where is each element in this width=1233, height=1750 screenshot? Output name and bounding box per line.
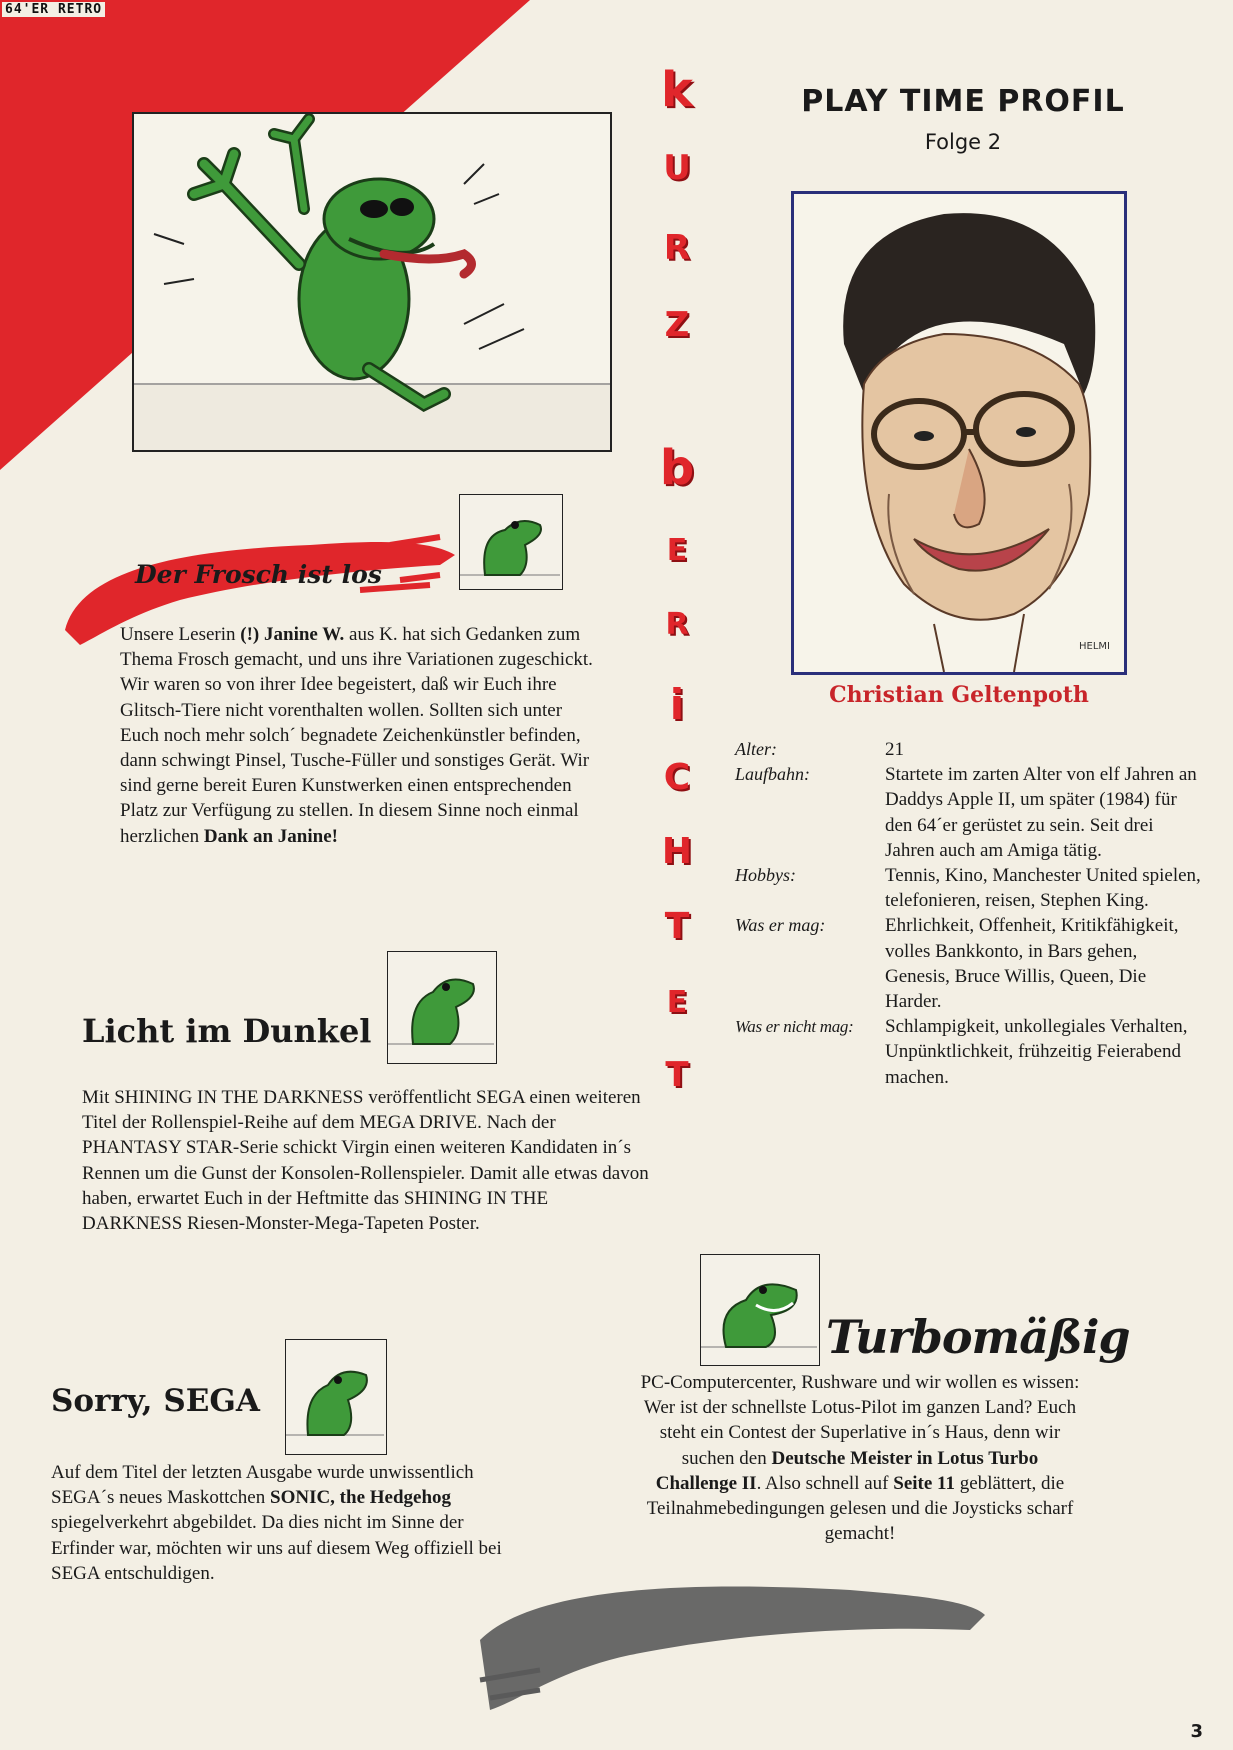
profile-value: Startete im zarten Alter von elf Jahren an Daddys Apple II, um später (1984) für den 64´er gerüstet zu sein. Seit drei Jahren auch am Amiga tätig. bbox=[885, 764, 1197, 861]
caricature-frame bbox=[791, 191, 1127, 675]
vertical-title-letter-6: R bbox=[665, 607, 689, 642]
profile-label: Hobbys: bbox=[735, 865, 796, 886]
frog-thumbnail-4 bbox=[700, 1254, 820, 1366]
licht-body: Mit SHINING IN THE DARKNESS veröffentlicht SEGA einen weiteren Titel der Rollenspiel-Reihe auf dem MEGA DRIVE. Nach der PHANTASY STAR-Serie schickt Virgin einen weiteren Kandidaten in´s Rennen um die Gunst der Konsolen-Rollenspieler. Damit alle etwas davon haben, erwartet Euch in der Heftmitte das SHINING IN THE DARKNESS Riesen-Monster-Mega-Tapeten Poster. bbox=[82, 1087, 649, 1235]
profile-row-likes bbox=[735, 913, 1205, 1014]
vertical-title-letter-11: E bbox=[666, 985, 688, 1020]
frosch-body-part3: aus K. hat sich Gedanken zum Thema Frosch gemacht, und uns ihre Variationen zugeschickt. Wir waren so von ihrer Idee begeistert, daß wir Euch ihre Glitsch-Tiere nicht vorenthalten wollen. Sollten sich unter Euch noch mehr solch´ begnadete Zeichenkünstler befinden, dann schwingt Pinsel, Tusche-Füller und sonstiges Gerät. Wir sind gerne bereit Euren Kunstwerken einen entsprechenden Platz zur Verfügung zu stellen. In diesem Sinne noch einmal herzlichen bbox=[120, 624, 593, 847]
frosch-title: Der Frosch ist los bbox=[135, 560, 382, 589]
vertical-title-letter-4: b bbox=[659, 440, 695, 496]
profile-value: 21 bbox=[885, 739, 904, 760]
vertical-title-letter-9: H bbox=[661, 831, 693, 872]
vertical-title-letter-3: Z bbox=[664, 305, 690, 345]
profile-details bbox=[735, 737, 1205, 1090]
vertical-title-letter-7: i bbox=[669, 680, 685, 729]
profile-label: Alter: bbox=[735, 739, 777, 759]
turbo-body bbox=[640, 1370, 1080, 1546]
artist-signature: HELMI bbox=[1079, 641, 1110, 652]
profile-row-hobbies bbox=[735, 863, 1205, 913]
turbo-body-part3: . Also schnell auf bbox=[756, 1472, 894, 1494]
profile-value: Tennis, Kino, Manchester United spielen, telefonieren, reisen, Stephen King. bbox=[885, 865, 1201, 912]
turbo-body-part1: PC-Computercenter, Rushware und wir wollen es wissen: Wer ist der schnellste Lotus-Pilot im ganzen Land? Euch steht ein Contest der Superlative in´s Haus, denn wir suchen den bbox=[640, 1372, 1080, 1469]
profile-row-career bbox=[735, 762, 1205, 863]
frosch-body-part1: Unsere Leserin bbox=[120, 624, 241, 645]
caricature-portrait bbox=[794, 194, 1124, 672]
profile-subtitle: Folge 2 bbox=[924, 130, 1002, 154]
vertical-title-letter-2: R bbox=[663, 228, 691, 268]
frog-illustration bbox=[132, 112, 612, 452]
profile-label: Was er nicht mag: bbox=[735, 1017, 854, 1037]
profile-label: Laufbahn: bbox=[735, 764, 811, 785]
sorry-body-part3: spiegelverkehrt abgebildet. Da dies nicht im Sinne der Erfinder war, möchten wir uns auf diesem Weg offiziell bei SEGA entschuldigen. bbox=[51, 1512, 502, 1584]
profile-row-age bbox=[735, 737, 1205, 762]
sorry-body-part1: Auf dem Titel der letzten Ausgabe wurde unwissentlich SEGA´s neues Maskottchen bbox=[51, 1462, 474, 1509]
turbo-body-page: Seite 11 bbox=[893, 1472, 956, 1494]
sorry-body-sonic: SONIC, the Hedgehog bbox=[270, 1487, 452, 1509]
profile-label: Was er mag: bbox=[735, 915, 826, 936]
profile-title: PLAY TIME PROFIL bbox=[801, 84, 1125, 119]
vertical-title-letter-10: T bbox=[664, 906, 690, 947]
vertical-title-letter-5: E bbox=[666, 533, 688, 568]
frog-thumbnail-2 bbox=[387, 951, 497, 1064]
turbo-body-part5: geblättert, die Teilnahmebedingungen gelesen und die Joysticks scharf gemacht! bbox=[646, 1472, 1074, 1545]
page-number: 3 bbox=[1190, 1721, 1203, 1742]
magazine-logo: 64'ER RETRO bbox=[2, 2, 105, 17]
sorry-title: Sorry, SEGA bbox=[51, 1383, 260, 1419]
turbo-title: Turbomäßig bbox=[826, 1310, 1130, 1364]
vertical-title-letter-1: U bbox=[663, 148, 691, 188]
profile-value: Schlampigkeit, unkollegiales Verhalten, Unpünktlichkeit, frühzeitig Feierabend machen. bbox=[885, 1016, 1188, 1088]
profile-name: Christian Geltenpoth bbox=[829, 682, 1089, 708]
profile-value: Ehrlichkeit, Offenheit, Kritikfähigkeit, volles Bankkonto, in Bars gehen, Genesis, Bruce Willis, Queen, Die Harder. bbox=[885, 915, 1179, 1013]
frog-thumbnail-1 bbox=[459, 494, 563, 590]
profile-row-dislikes bbox=[735, 1014, 1205, 1090]
vertical-title-letter-0: k bbox=[661, 62, 693, 118]
frosch-body-name: (!) Janine W. bbox=[240, 624, 345, 645]
sorry-body bbox=[51, 1460, 521, 1586]
vertical-title-letter-8: C bbox=[663, 757, 691, 798]
turbo-body-contest: Deutsche Meister in Lotus Turbo Challenge II bbox=[655, 1447, 1039, 1494]
grey-brush-stroke bbox=[470, 1570, 990, 1720]
frosch-body-thanks: Dank an Janine! bbox=[203, 825, 338, 847]
frog-thumbnail-3 bbox=[285, 1339, 387, 1455]
licht-title: Licht im Dunkel bbox=[82, 1012, 372, 1050]
frosch-body bbox=[120, 622, 598, 849]
leaping-frog-image bbox=[134, 114, 610, 450]
vertical-title-letter-12: T bbox=[665, 1055, 689, 1095]
